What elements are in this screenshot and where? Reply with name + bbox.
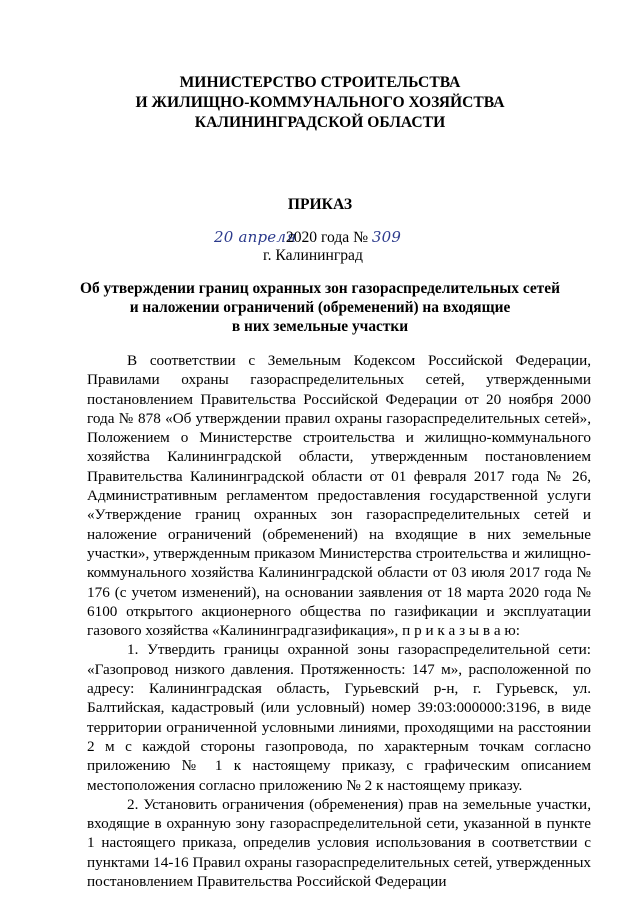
handwritten-date: 20 апреля	[214, 228, 297, 246]
order-subject	[0, 279, 640, 336]
ministry-header	[0, 73, 640, 133]
ministry-line-2: И ЖИЛИЩНО-КОММУНАЛЬНОГО ХОЗЯЙСТВА	[135, 94, 505, 111]
order-title: ПРИКАЗ	[287, 196, 353, 213]
handwritten-order-number: 309	[371, 228, 402, 246]
item-1-paragraph: 1. Утвердить границы охранной зоны газораспределительной сети: «Газопровод низкого давления. Протяженность: 147 м», расположенной по адресу: Калининградская область, Гурьевский р-н, г. Гурьевск, ул. Балтийская, кадастровый (или условный) номер 39:03:000000:3196, в виде территории ограниченной условными линиями, проходящими на расстоянии 2 м с каждой стороны газопровода, по характерным точкам согласно приложению № 1 к настоящему приказу, с графическим описанием местоположения согласно приложению № 2 к настоящему приказу.	[87, 641, 591, 794]
subject-line-1: Об утверждении границ охранных зон газораспределительных сетей	[80, 280, 560, 297]
item-2-paragraph: 2. Установить ограничения (обременения) прав на земельные участки, входящие в охранную зону газораспределительной сети, указанной в пункте 1 настоящего приказа, определив условия использования в соответствии с пунктами 14-16 Правил охраны газораспределительных сетей, утвержденных постановлением Правительства Российской Федерации	[87, 795, 591, 891]
subject-line-3: в них земельные участки	[231, 318, 409, 335]
ministry-line-1: МИНИСТЕРСТВО СТРОИТЕЛЬСТВА	[179, 74, 461, 91]
preamble-paragraph: В соответствии с Земельным Кодексом Российской Федерации, Правилами охраны газораспределительных сетей, утвержденными постановлением Правительства Российской Федерации от 20 ноября 2000 года № 878 «Об утверждении правил охраны газораспределительных сетей», Положением о Министерстве строительства и жилищно-коммунального хозяйства Калининградской области, утвержденным постановлением Правительства Калининградской области от 01 февраля 2017 года № 26, Административным регламентом предоставления государственной услуги «Утверждение границ охранных зон газораспределительных сетей и наложение ограничений (обременений) на входящие в них земельные участки», утвержденным приказом Министерства строительства и жилищно-коммунального хозяйства Калининградской области от 03 июля 2017 года № 176 (с учетом изменений), на основании заявления от 18 марта 2020 года № 6100 открытого акционерного общества по газификации и эксплуатации газового хозяйства «Калининградгазификация», п р и к а з ы в а ю:	[87, 352, 591, 640]
printed-date: 2020 года №	[285, 229, 368, 246]
subject-line-2: и наложении ограничений (обременений) на входящие	[129, 299, 511, 316]
order-body	[87, 351, 591, 891]
order-city: г. Калининград	[263, 247, 363, 264]
order-date-line	[214, 228, 402, 247]
ministry-line-3: КАЛИНИНГРАДСКОЙ ОБЛАСТИ	[194, 114, 446, 131]
